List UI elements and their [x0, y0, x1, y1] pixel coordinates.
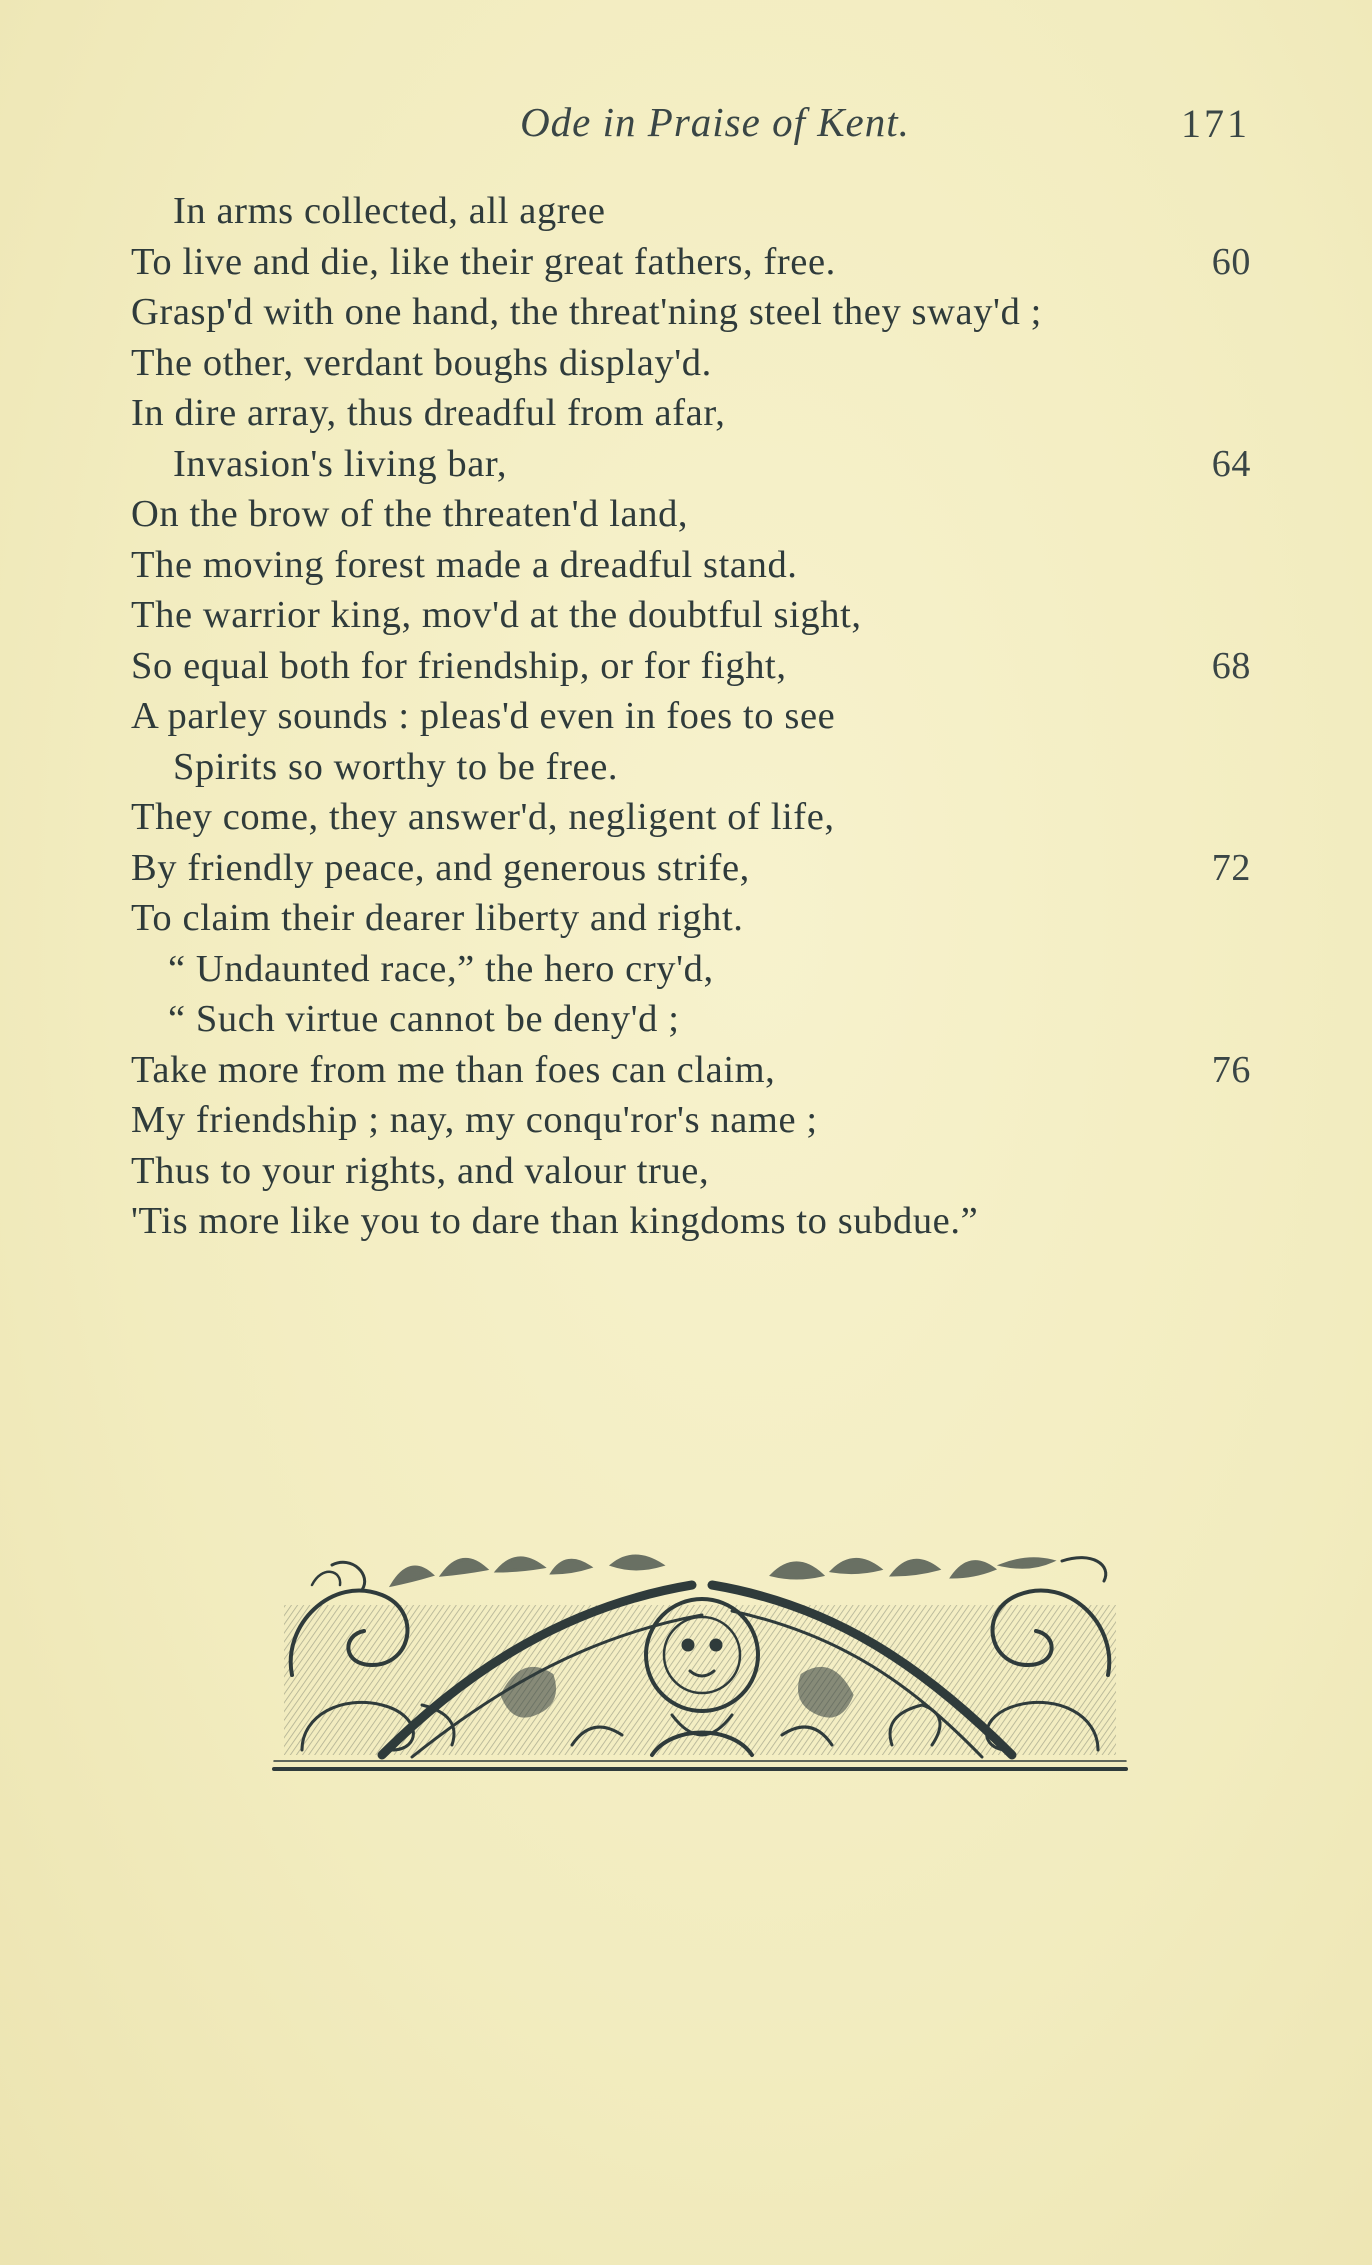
poem-line	[131, 994, 1271, 1045]
poem-text	[131, 186, 1271, 1247]
poem-line	[131, 388, 1271, 439]
poem-line-text: Thus to your rights, and valour true,	[131, 1149, 710, 1192]
poem-line	[131, 843, 1271, 894]
poem-line	[131, 186, 1271, 237]
poem-line	[131, 1045, 1271, 1096]
poem-line	[131, 944, 1271, 995]
poem-line-text: “ Such virtue cannot be deny'd ;	[168, 998, 680, 1040]
poem-line	[131, 792, 1271, 843]
line-number: 76	[1211, 1048, 1251, 1091]
poem-line	[131, 489, 1271, 540]
line-number: 72	[1211, 846, 1251, 889]
poem-line-text: 'Tis more like you to dare than kingdoms to subdue.”	[131, 1200, 979, 1242]
line-number: 60	[1211, 240, 1251, 283]
poem-line-text: In arms collected, all agree	[173, 190, 606, 232]
poem-line-text: Invasion's living bar,	[173, 442, 508, 485]
line-number: 68	[1211, 644, 1251, 687]
running-head	[130, 98, 1260, 158]
running-title: Ode in Praise of Kent.	[520, 99, 910, 145]
poem-line-text: Spirits so worthy to be free.	[173, 745, 619, 788]
foliate-tailpiece-ornament-icon	[272, 1545, 1128, 1777]
poem-line	[131, 742, 1271, 793]
poem-line-text: In dire array, thus dreadful from afar,	[131, 392, 726, 434]
poem-line-text: The warrior king, mov'd at the doubtful sight,	[131, 594, 862, 636]
poem-line-text: To live and die, like their great fathers, free.	[131, 240, 836, 283]
poem-line-text: The moving forest made a dreadful stand.	[131, 543, 798, 586]
poem-line	[131, 691, 1271, 742]
line-number: 64	[1211, 442, 1251, 485]
poem-line	[131, 338, 1271, 389]
poem-line	[131, 1196, 1271, 1247]
page-number: 171	[1181, 101, 1250, 146]
poem-line	[131, 1095, 1271, 1146]
poem-line-text: The other, verdant boughs display'd.	[131, 341, 712, 384]
poem-line	[131, 1146, 1271, 1197]
poem-line	[131, 540, 1271, 591]
poem-line	[131, 893, 1271, 944]
poem-line	[131, 287, 1271, 338]
poem-line-text: “ Undaunted race,” the hero cry'd,	[168, 947, 714, 990]
poem-line-text: Take more from me than foes can claim,	[131, 1048, 776, 1091]
poem-line-text: Grasp'd with one hand, the threat'ning steel they sway'd ;	[131, 291, 1042, 333]
poem-line-text: By friendly peace, and generous strife,	[131, 846, 750, 889]
poem-line-text: To claim their dearer liberty and right.	[131, 897, 744, 939]
poem-line	[131, 641, 1271, 692]
poem-line-text: My friendship ; nay, my conqu'ror's name ;	[131, 1099, 818, 1141]
poem-line	[131, 237, 1271, 288]
poem-line	[131, 439, 1271, 490]
poem-line-text: They come, they answer'd, negligent of life,	[131, 796, 835, 838]
poem-line-text: So equal both for friendship, or for fight,	[131, 644, 787, 687]
poem-line	[131, 590, 1271, 641]
poem-line-text: On the brow of the threaten'd land,	[131, 493, 689, 535]
poem-line-text: A parley sounds : pleas'd even in foes to see	[131, 695, 836, 737]
